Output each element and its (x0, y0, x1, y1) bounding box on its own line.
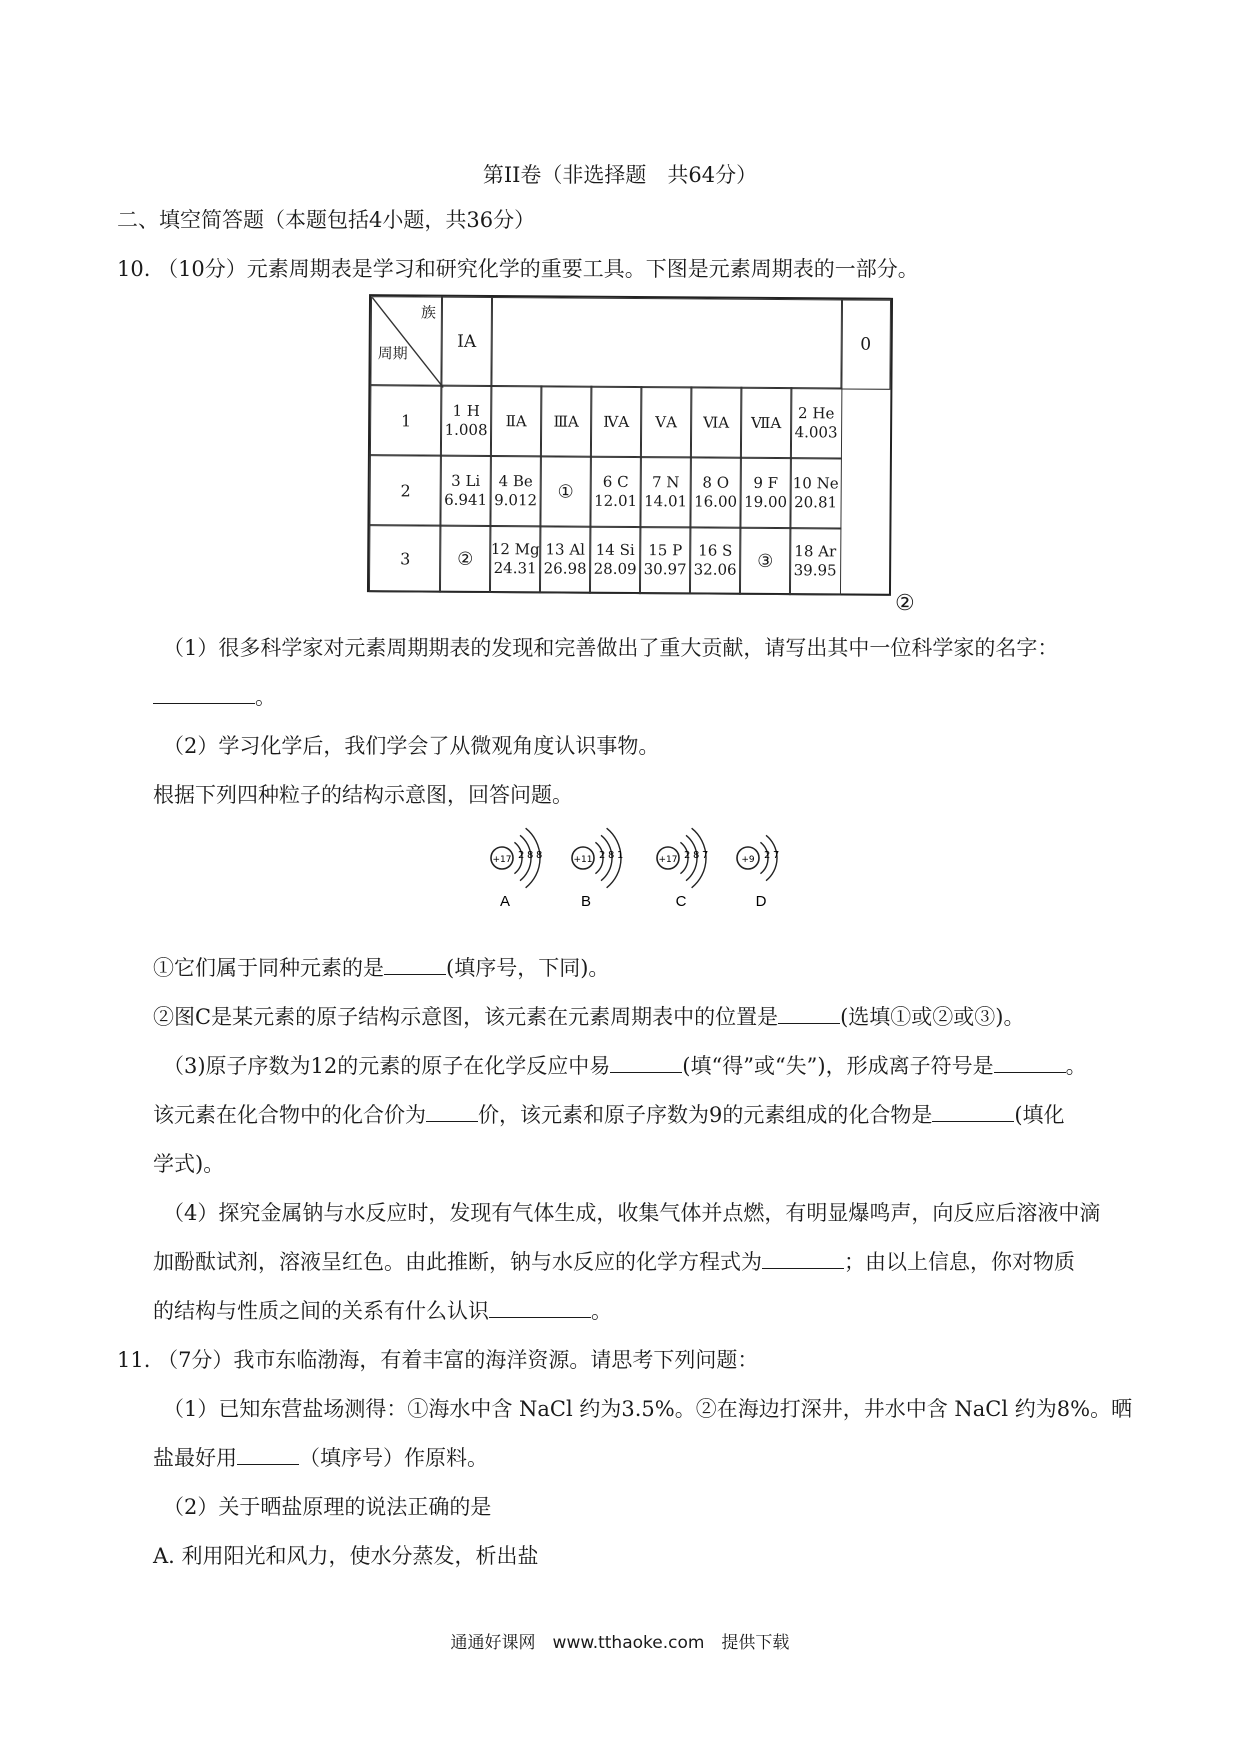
element-symbol: 6 C (602, 472, 629, 491)
q10-p3-text: （3)原子序数为12的元素的原子在化学反应中易 (163, 1054, 611, 1078)
element-symbol: 10 Ne (792, 474, 839, 493)
atomic-mass: 24.31 (493, 559, 537, 578)
corner-period-label: 周期 (377, 344, 408, 363)
answer-blank[interactable] (237, 1444, 299, 1465)
corner-group-label: 族 (420, 303, 436, 322)
q10-p2-q1-text: ①它们属于同种元素的是 (153, 956, 384, 980)
table-corner (370, 296, 443, 387)
shell-electron-count: 2 (684, 850, 691, 861)
element-cell (739, 457, 792, 529)
q11-option-a: A. 利用阳光和风力，使水分蒸发，析出盐 (153, 1544, 539, 1568)
group-0-header: 0 (840, 299, 891, 389)
shell-electron-count: 1 (617, 850, 624, 861)
atomic-mass: 26.98 (543, 559, 587, 578)
element-cell (439, 525, 491, 593)
q10-p2b: 根据下列四种粒子的结构示意图，回答问题。 (153, 783, 573, 807)
q10-p4-line2 (153, 1248, 1075, 1276)
element-symbol: ⅦA (750, 413, 782, 432)
q10-p3-line1 (163, 1052, 1087, 1080)
element-cell (639, 456, 692, 528)
shell-electron-count: 7 (773, 850, 780, 861)
element-symbol: 13 Al (545, 540, 586, 559)
atomic-mass: 1.008 (444, 420, 488, 440)
element-symbol: ③ (757, 550, 774, 572)
q10-intro: 10. （10分）元素周期表是学习和研究化学的重要工具。下图是元素周期表的一部分。 (117, 257, 919, 281)
answer-blank[interactable] (762, 1248, 844, 1269)
page-footer: 通通好课网 www.tthaoke.com 提供下载 (450, 1633, 790, 1653)
q10-p4-mid: ；由以上信息，你对物质 (844, 1250, 1075, 1274)
q10-p2-q2-end: (选填①或②或③)。 (840, 1005, 1025, 1029)
element-cell (589, 526, 641, 594)
element-cell (539, 455, 592, 527)
element-symbol: ⅣA (603, 412, 630, 431)
atom-diagram (737, 835, 779, 910)
q11-p1-line1: （1）已知东营盐场测得：①海水中含 NaCl 约为3.5%。②在海边打深井，井水中含 NaCl 约为8%。晒 (163, 1397, 1133, 1421)
q11-p1-end: （填序号）作原料。 (299, 1446, 488, 1470)
shell-electron-count: 8 (608, 850, 615, 861)
q10-p4-equation-text: 加酚酞试剂，溶液呈红色。由此推断，钠与水反应的化学方程式为 (153, 1250, 762, 1274)
period-label: 3 (369, 524, 441, 593)
q10-p3-line3: 学式)。 (153, 1152, 225, 1176)
part-heading: 二、填空简答题（本题包括4小题，共36分） (117, 208, 536, 232)
atom-label: D (755, 893, 767, 910)
shell-electron-count: 2 (599, 850, 606, 861)
shell-electron-count: 8 (536, 850, 543, 861)
element-symbol: 8 O (702, 473, 730, 492)
atomic-mass: 28.09 (593, 559, 637, 579)
q10-p4-relation-text: 的结构与性质之间的关系有什么认识 (153, 1299, 489, 1323)
element-cell (690, 386, 743, 458)
element-symbol: 18 Ar (794, 542, 837, 561)
nucleus-charge: +17 (492, 855, 512, 865)
element-symbol: 3 Li (451, 471, 481, 490)
atomic-mass: 4.003 (794, 423, 838, 442)
q11-p2: （2）关于晒盐原理的说法正确的是 (163, 1495, 492, 1519)
nucleus-charge: +9 (741, 855, 755, 865)
q10-p3-mid: (填“得”或“失”)，形成离子符号是 (682, 1054, 994, 1078)
q10-p2: （2）学习化学后，我们学会了从微观角度认识事物。 (163, 734, 660, 758)
q10-p3-valence-text: 该元素在化合物中的化合价为 (153, 1103, 426, 1127)
stray-mark: ② (895, 591, 915, 616)
atomic-mass: 14.01 (644, 492, 688, 511)
atomic-mass: 16.00 (694, 492, 738, 511)
group-ia-header: IA (440, 297, 493, 387)
atom-label: B (580, 893, 592, 910)
element-symbol: ② (457, 548, 474, 570)
shell-electron-count: 2 (518, 850, 525, 861)
atom-label: A (499, 893, 511, 910)
atom-structure-diagrams (480, 818, 820, 948)
atomic-mass: 30.97 (643, 560, 687, 579)
group-header-blank (490, 297, 843, 389)
answer-blank[interactable] (932, 1101, 1014, 1122)
q10-p2-q1 (153, 954, 609, 982)
period-label: 2 (369, 454, 442, 527)
q10-p1: （1）很多科学家对元素周期期表的发现和完善做出了重大贡献，请写出其中一位科学家的名字： (163, 636, 1059, 660)
q10-p3-fill: (填化 (1014, 1103, 1065, 1127)
atom-diagram (657, 828, 708, 910)
q10-p3-end: 。 (1065, 1054, 1087, 1078)
q10-p4-line3 (153, 1297, 612, 1325)
element-cell (589, 456, 642, 528)
element-cell (789, 527, 841, 595)
element-symbol: 16 S (698, 541, 733, 560)
element-symbol: ⅢA (553, 411, 579, 431)
element-symbol: 7 N (651, 473, 680, 492)
period-label: 1 (370, 384, 443, 457)
atomic-mass: 12.01 (594, 491, 638, 511)
element-symbol: 12 Mg (490, 540, 540, 559)
atomic-mass: 6.941 (444, 490, 488, 510)
q10-p1-end: 。 (255, 685, 276, 709)
answer-blank[interactable] (489, 1297, 591, 1318)
element-cell (439, 455, 492, 527)
nucleus-charge: +17 (658, 855, 678, 865)
element-symbol: 4 Be (498, 472, 533, 491)
q11-p1-line2 (153, 1444, 488, 1472)
element-cell (539, 525, 591, 593)
element-cell (540, 385, 593, 457)
q10-p2-q2 (153, 1003, 1024, 1031)
element-cell (789, 457, 842, 529)
element-symbol: ① (557, 480, 574, 503)
periodic-table (367, 294, 893, 596)
answer-blank[interactable] (384, 954, 446, 975)
answer-blank[interactable] (610, 1052, 682, 1073)
atom-label: C (675, 893, 687, 910)
atom-diagram (491, 828, 542, 910)
atomic-mass: 20.81 (794, 493, 838, 512)
answer-blank[interactable] (994, 1052, 1066, 1073)
element-symbol: 1 H (452, 401, 480, 420)
q10-p1-answer-line (153, 683, 276, 711)
element-symbol: 14 Si (595, 540, 635, 560)
element-cell (590, 386, 643, 458)
q10-p2-q1-end: (填序号，下同)。 (446, 956, 610, 980)
atomic-mass: 32.06 (693, 560, 737, 579)
shell-electron-count: 8 (693, 850, 700, 861)
q10-p4-line1: （4）探究金属钠与水反应时，发现有气体生成，收集气体并点燃，有明显爆鸣声，向反应后溶液中滴 (163, 1201, 1101, 1225)
element-cell (740, 387, 793, 459)
shell-electron-count: 7 (702, 850, 709, 861)
element-symbol: ⅤA (655, 412, 678, 431)
atom-diagram (572, 828, 623, 910)
element-symbol: 15 P (648, 541, 683, 560)
element-cell (739, 527, 791, 595)
shell-electron-count: 2 (764, 850, 771, 861)
element-symbol: ⅥA (703, 413, 730, 432)
q11-intro: 11. （7分）我市东临渤海，有着丰富的海洋资源。请思考下列问题： (117, 1348, 759, 1372)
element-cell (640, 386, 693, 458)
q10-p3-line2 (153, 1101, 1065, 1129)
element-cell (489, 455, 542, 527)
element-cell (689, 526, 741, 594)
shell-electron-count: 8 (527, 850, 534, 861)
q10-p3-compound-text: 价，该元素和原子序数为9的元素组成的化合物是 (478, 1103, 933, 1127)
element-symbol: 9 F (753, 473, 779, 493)
element-symbol: ⅡA (505, 411, 527, 430)
q10-p2-q2-text: ②图C是某元素的原子结构示意图，该元素在元素周期表中的位置是 (153, 1005, 779, 1029)
atom-diagrams-svg (480, 818, 820, 913)
atomic-mass: 19.00 (744, 492, 788, 512)
element-cell (689, 456, 742, 528)
element-cell (440, 385, 493, 457)
q10-p4-end: 。 (591, 1299, 612, 1323)
element-symbol: 2 He (798, 404, 835, 423)
answer-blank[interactable] (778, 1003, 840, 1024)
atomic-mass: 9.012 (494, 491, 538, 510)
answer-blank[interactable] (426, 1101, 478, 1122)
nucleus-charge: +11 (573, 855, 593, 865)
atomic-mass: 39.95 (793, 561, 837, 580)
element-cell (639, 526, 691, 594)
answer-blank[interactable] (153, 683, 255, 704)
section-title: 第II卷（非选择题 共64分） (482, 163, 758, 187)
element-cell (489, 525, 541, 593)
element-cell (790, 387, 843, 459)
element-cell (490, 385, 543, 457)
q11-p1-text: 盐最好用 (153, 1446, 237, 1470)
